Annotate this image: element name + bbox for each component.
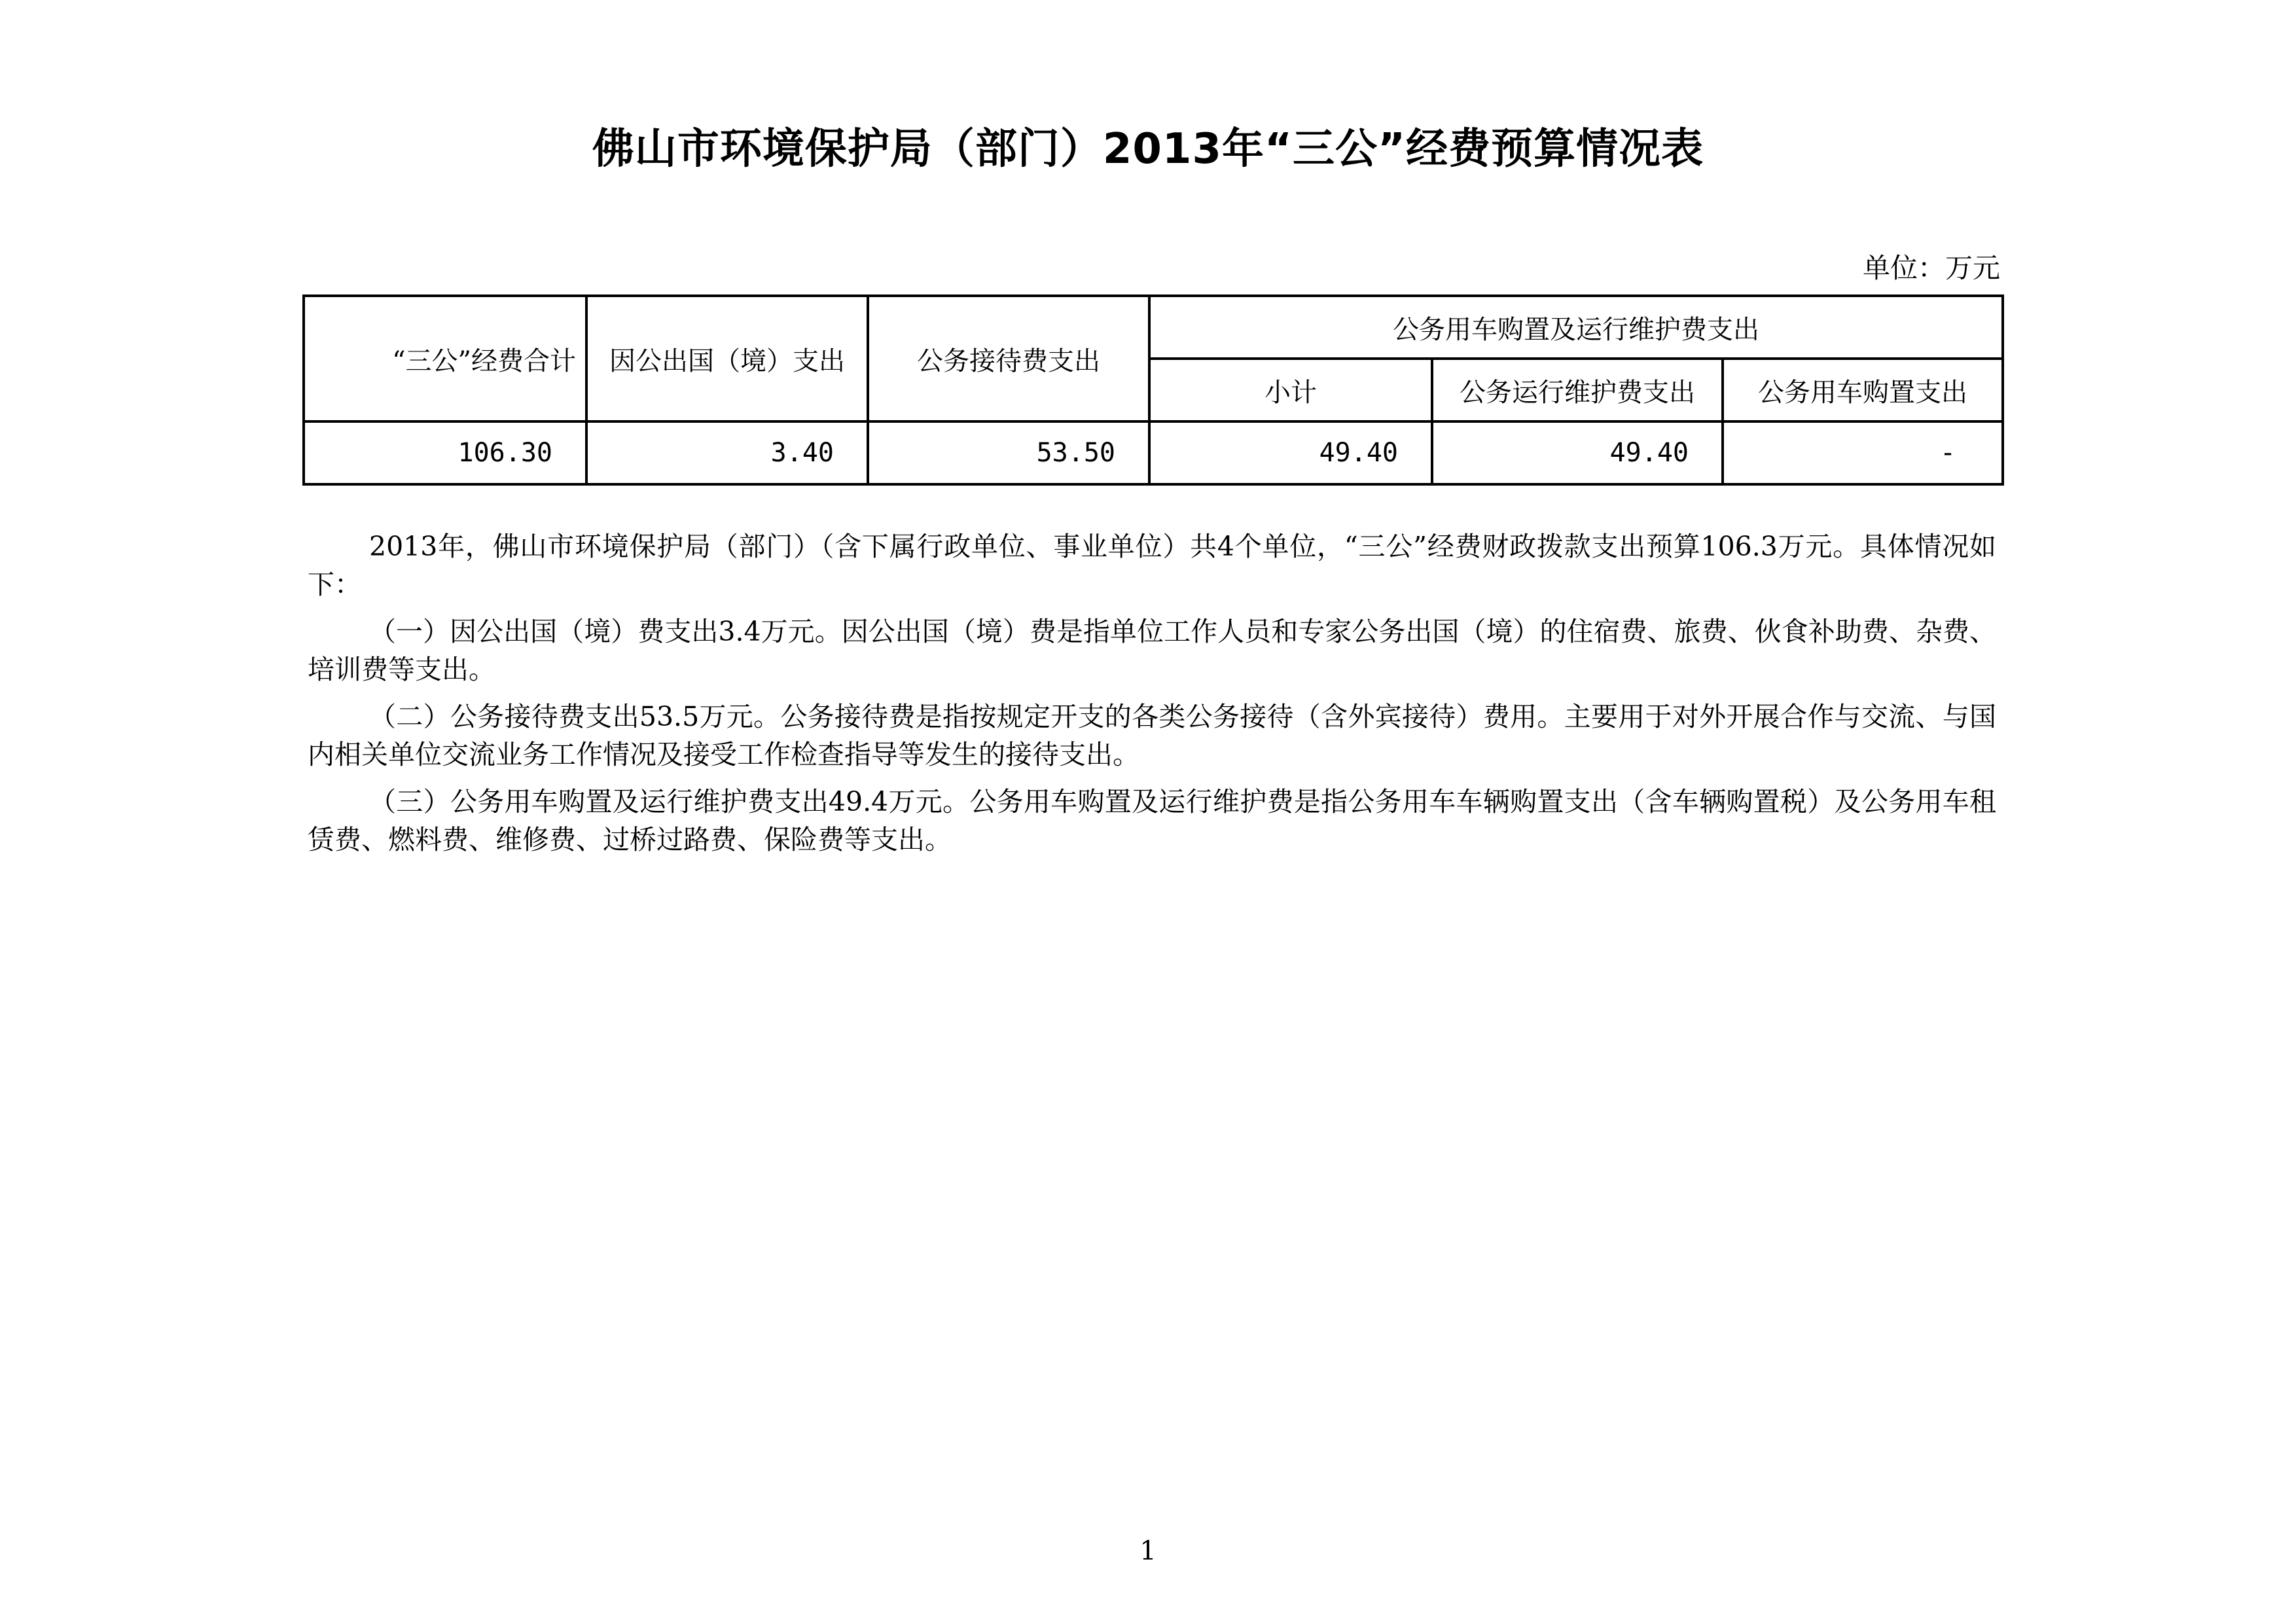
header-overseas: 因公出国（境）支出 (586, 296, 868, 421)
note-paragraph-vehicle: （三）公务用车购置及运行维护费支出49.4万元。公务用车购置及运行维护费是指公务用车车辆购置支出（含车辆购置税）及公务用车租赁费、燃料费、维修费、过桥过路费、保险费等支出。 (308, 786, 1996, 855)
header-vehicle-subtotal: 小计 (1149, 359, 1432, 421)
budget-table (302, 294, 2004, 486)
cell-vehicle-operation: 49.40 (1432, 421, 1723, 484)
header-total: “三公”经费合计 (304, 296, 586, 421)
note-paragraph-summary: 2013年，佛山市环境保护局（部门）（含下属行政单位、事业单位）共4个单位，“三公”经费财政拨款支出预算106.3万元。具体情况如下： (308, 531, 1996, 600)
header-vehicle-operation: 公务运行维护费支出 (1432, 359, 1723, 421)
page-number: 1 (1139, 1536, 1157, 1566)
explanation-notes (308, 527, 1996, 868)
table-row (304, 421, 2003, 484)
cell-overseas: 3.40 (586, 421, 868, 484)
note-paragraph-reception: （二）公务接待费支出53.5万元。公务接待费是指按规定开支的各类公务接待（含外宾接待）费用。主要用于对外开展合作与交流、与国内相关单位交流业务工作情况及接受工作检查指导等发生的接待支出。 (308, 701, 1996, 770)
unit-label: 单位：万元 (1862, 252, 2000, 284)
page-title: 佛山市环境保护局（部门）2013年“三公”经费预算情况表 (592, 125, 1704, 173)
cell-total: 106.30 (304, 421, 586, 484)
header-vehicle-group: 公务用车购置及运行维护费支出 (1149, 296, 2003, 359)
header-reception: 公务接待费支出 (868, 296, 1149, 421)
cell-vehicle-purchase: - (1723, 421, 2003, 484)
cell-reception: 53.50 (868, 421, 1149, 484)
note-paragraph-overseas: （一）因公出国（境）费支出3.4万元。因公出国（境）费是指单位工作人员和专家公务出国（境）的住宿费、旅费、伙食补助费、杂费、培训费等支出。 (308, 616, 1996, 685)
table-header-row (304, 296, 2003, 359)
cell-vehicle-subtotal: 49.40 (1149, 421, 1432, 484)
header-vehicle-purchase: 公务用车购置支出 (1723, 359, 2003, 421)
